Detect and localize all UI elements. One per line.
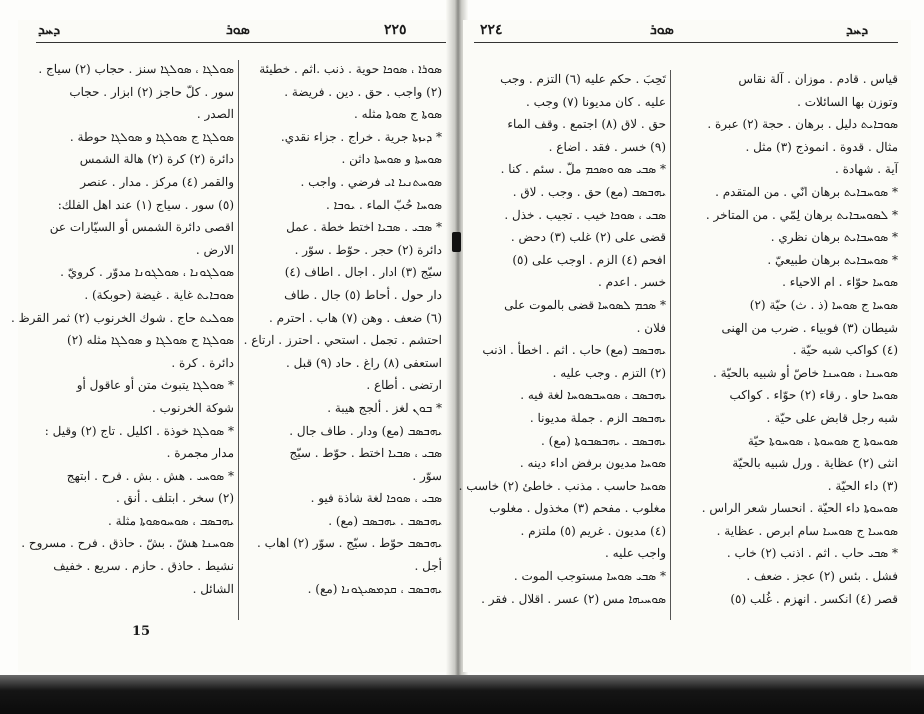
entry-line: ܣܘܚܘܬܐ ج ܣܘܚܘܬܐ ، ܣܘܚܘܬܐ حيّة: [747, 433, 898, 448]
entry-line: (٢) واجب . حق . دين . فريضة .: [284, 84, 442, 99]
entry-line: وتوزن بها السائلات .: [797, 94, 898, 109]
entry-line: دائرة (٢) كرة (٢) هالة الشمس: [79, 152, 234, 167]
entry-line: الارض .: [195, 242, 234, 257]
entry-line: ܣܘܠܓܘܢܐ ، ܣܘܠܓܘܢܐ مدوّر . كرويّ .: [60, 265, 234, 280]
entry-line: (٢) التزم . وجب عليه .: [552, 365, 666, 380]
entry-line: آية . شهادة .: [834, 162, 898, 177]
entry-line: فشل . بئس (٢) عجز . ضعف .: [746, 569, 898, 584]
entry-line: سوّر .: [412, 468, 442, 483]
left-page-folio: 15: [132, 624, 151, 639]
entry-line: الشائل .: [192, 581, 234, 596]
left-page-right-column: [242, 58, 442, 600]
right-column-divider: [670, 70, 671, 620]
entry-line: ܝܗܒܣܒ (مع) حق . وجب . لاق .: [512, 184, 666, 199]
entry-line: سور . كلّ حاجز (٢) ابزار . حجاب: [69, 84, 234, 99]
right-header-page-number: ٢٢٤: [480, 22, 503, 38]
entry-line: ܣܒܝ ، ܣܘܟܐ لغة شاذة فيو .: [310, 491, 442, 506]
entry-line: * ܣܘܚܒܐܝܬ برهان انّي . من المتقدم .: [715, 184, 898, 199]
entry-line: افحم (٤) الزم . اوجب على (٥): [512, 252, 666, 267]
entry-line: * ܣܘܚܒܐܝܬ برهان نظري .: [770, 230, 898, 245]
entry-line: * ܣܒܝ ܣܘܚܐ مستوجب الموت .: [513, 569, 666, 584]
left-header-title: ܣܘܪ: [226, 22, 250, 38]
entry-line: والقمر (٤) مركز . مدار . عنصر: [80, 174, 234, 189]
right-header-title: ܣܘܪ: [650, 22, 674, 38]
entry-line: (٤) مديون . غريم (٥) ملتزم .: [520, 523, 666, 538]
entry-line: ܣܘܠܓܐ ، ܣܘܠܓܐ سنز . حجاب (٢) سياج .: [38, 62, 234, 76]
entry-line: (٤) كواكب شبه حيّة .: [792, 343, 898, 358]
entry-line: ܝܗܒܣܒ ، ܣܘܚܘܣܘܬܐ مثلة .: [108, 513, 234, 528]
scanner-edge-shadow: [0, 675, 924, 714]
entry-line: ܝܗܒܣܒ ، ܩܕܡܣܝܓܘܢܐ (مع) .: [307, 581, 442, 596]
entry-line: ܣܘܬܐ ج ܣܘܬܐ مثله .: [354, 107, 442, 122]
entry-line: دائرة . كرة .: [171, 355, 234, 370]
entry-line: ܝܗܒܣܒ الزم . جملة مديونا .: [529, 410, 666, 425]
entry-line: ܝܗܒܣܒ . ܝܗܒܣܒܘܬܐ (مع) .: [541, 433, 666, 448]
entry-line: ܣܘܪܐ ، ܣܘܟܐ حوية . ذنب .اثم . خطيئة: [259, 62, 442, 76]
entry-line: ܣܘܚܬܢܝܐ ܐܝ فرضي . واجب .: [300, 174, 442, 189]
entry-line: (٦) ضعف . وهن (٧) هاب . احترم .: [269, 310, 442, 325]
entry-line: شيطان (٣) فوبياء . ضرب من الهنى: [721, 320, 898, 335]
entry-line: * ܣܒܝ . ܣܒܝܐ اختط خطة . عمل: [286, 220, 442, 235]
entry-line: ܣܒܝ ، ܣܒܝܐ اختط . حوّط . سيّج: [289, 446, 442, 461]
left-header-keyword: ܕܚܕ: [38, 22, 61, 38]
entry-line: * ܠܣܘܚܒܐܝܬ برهان لِمّي . من المتاخر .: [705, 207, 898, 222]
entry-line: * ܣܘܚܝ . هش . بش . فرح . ابتهج: [66, 468, 234, 483]
entry-line: أجل .: [414, 559, 442, 574]
entry-line: ܣܘܚܢܐ ، ܣܘܚܢܐ خاصّ أو شبيه بالحيّة .: [713, 365, 898, 380]
entry-line: ܣܘܠܓܐ ج ܣܘܠܓܐ و ܣܘܠܓܐ مثله (٢): [67, 333, 234, 348]
entry-line: ܣܒܝ ، ܣܘܟܐ خيب . تجيب . خذل .: [504, 207, 666, 222]
left-header-rule: [36, 42, 446, 43]
entry-line: ܝܗܒܣܒ . ܝܗܒܣܒ (مع) .: [328, 513, 442, 528]
entry-line: ܝܗܒܣܒ (مع) ودار . طاف جال .: [289, 423, 442, 438]
entry-line: قياس . قادم . موزان . آلة نقاس: [738, 72, 898, 86]
entry-line: * ܣܒܝ حاب . اثم . اذنب (٢) خاب .: [726, 546, 898, 561]
entry-line: ܣܘܚܬܐ و ܣܘܚܬܐ داثن .: [341, 152, 442, 167]
entry-line: ܝܗܒܣܒ حوّط . سيّج . سوّر (٢) اهاب .: [257, 536, 442, 551]
entry-line: استعفى (٨) راغ . حاد (٩) قبل .: [285, 355, 442, 370]
right-header-rule: [474, 42, 898, 43]
entry-line: مدار مجمرة .: [166, 446, 234, 461]
entry-line: اقصى دائرة الشمس أو السيّارات عن: [49, 220, 234, 235]
entry-line: ܣܘܠܝܬ حاج . شوك الخرنوب (٢) ثمر القرظ .: [10, 310, 234, 325]
right-page-left-column: [458, 68, 666, 610]
entry-line: ارتضى . أطاع .: [366, 378, 442, 393]
entry-line: انثى (٢) عظاية . ورل شبيه بالحيّة: [732, 456, 898, 471]
entry-line: ܝܗܒܣܒ (مع) حاب . اثم . اخطأ . اذنب: [482, 343, 666, 358]
entry-line: عليه . كان مديونا (٧) وجب .: [526, 94, 666, 109]
entry-line: ܣܘܚܘܬܐ داء الحيّة . انحسار شعر الراس .: [701, 501, 898, 516]
entry-line: قضى على (٢) غلب (٣) دحض .: [510, 230, 666, 245]
entry-line: تَحِبَ . حكم عليه (٦) التزم . وجب: [500, 72, 666, 86]
entry-line: * ܣܒܝ ܣܘ ܘܣܟܡ ملّ . سئم . كنا .: [500, 162, 666, 177]
left-column-divider: [238, 60, 239, 620]
entry-line: (٢) سخر . ابتلف . أنق .: [116, 491, 234, 506]
entry-line: ܣܘܚܐ ج ܣܘܚܐ (ذ . ث) حيّة (٢): [749, 297, 898, 312]
entry-line: واجب عليه .: [605, 546, 666, 561]
entry-line: ܝܗܒܣܒ ، ܣܘܚܒܣܘܚܐ لغة فيه .: [520, 388, 666, 403]
entry-line: ܣܘܚܢܐ هشّ . بشّ . حاذق . فرح . مسروح .: [21, 536, 234, 551]
entry-line: * ܣܘܚܒܐܝܬ برهان طبيعيّ .: [767, 252, 898, 267]
right-page-header: [478, 22, 898, 40]
entry-line: ܣܘܚܐ مديون برفض اداء دينه .: [519, 456, 666, 471]
gutter-marker: [452, 232, 461, 252]
entry-line: ܣܘܚܐ حوّاء . ام الاحياء .: [782, 275, 898, 290]
entry-line: * ܒܘܢ لغز . ألجج هيبة .: [327, 400, 442, 415]
entry-line: الصدر .: [196, 107, 234, 122]
entry-line: (٩) خسر . فقد . اضاع .: [548, 139, 666, 154]
entry-line: خسر . اعدم .: [597, 275, 666, 290]
left-page-left-column: [10, 58, 234, 600]
entry-line: مثال . قدوة . انموذج (٣) مثل .: [745, 139, 898, 154]
entry-line: دائرة (٢) حجر . حوّط . سوّر .: [294, 242, 442, 257]
entry-line: (٣) داء الحيّة .: [827, 478, 898, 493]
left-header-page-number: ٢٢٥: [384, 22, 407, 38]
entry-line: * ܕܝܙܬܐ جرية . خراج . جزاء نقدي.: [280, 129, 442, 144]
entry-line: قصر (٤) انكسر . انهزم . غُلب (٥): [730, 591, 898, 606]
entry-line: نشيط . حاذق . حازم . سريع . خفيف: [53, 559, 234, 574]
left-page-header: [38, 22, 438, 40]
entry-line: فلان .: [636, 320, 666, 335]
entry-line: شبه رجل قابض على حيّة .: [766, 410, 898, 425]
entry-line: ܣܘܠܓܐ ج ܣܘܠܓܐ و ܣܘܠܓܐ حوطة .: [69, 129, 234, 144]
entry-line: احتشم . تجمل . استحي . احترز . ارتاع .: [243, 333, 442, 348]
entry-line: دار حول . أحاط (٥) جال . طاف: [284, 287, 442, 302]
entry-line: * ܣܘܠܓܐ يتبوث متن أو عاقول أو: [76, 378, 234, 393]
entry-line: (٥) سور . سياج (١) عند اهل الفلك:: [57, 197, 234, 212]
entry-line: * ܣܘܠܓܐ خوذة . اكليل . تاج (٢) وقيل :: [44, 423, 234, 438]
entry-line: * ܣܟܡ ܠܣܘܚܐ قضى بالموت على: [504, 297, 666, 312]
right-page-right-column: [676, 68, 898, 610]
entry-line: ܣܘܚܝܐ ج ܣܘܚܝܐ سام ابرص . عظاية .: [716, 523, 898, 538]
entry-line: ܣܘܒܐܝܬ دليل . برهان . حجة (٢) عبرة .: [707, 117, 898, 132]
entry-line: ܣܘܚܐ حُبّ الماء . ܝܘܒܐ .: [325, 197, 442, 212]
entry-line: سيّج (٣) ادار . اجال . اطاف (٤): [284, 265, 442, 280]
entry-line: ܣܘܚܐ حاسب . مذنب . خاطئ (٢) خاسب .: [458, 478, 666, 493]
entry-line: ܣܘܚܝܗܐ مس (٢) عسر . اقلال . فقر .: [481, 591, 666, 606]
entry-line: ܣܘܒܐܝܬ غاية . غيضة (حوبكة) .: [84, 287, 234, 302]
right-header-keyword: ܕܚܕ: [846, 22, 869, 38]
entry-line: حق . لاق (٨) اجتمع . وقف الماء: [507, 117, 666, 132]
entry-line: مغلوب . مفحم (٣) مخذول . مغلوب: [489, 501, 666, 516]
entry-line: ܣܘܚܐ حاو . رقاء (٢) حوّاء . كواكب: [729, 388, 898, 403]
entry-line: شوكة الخرنوب .: [151, 400, 234, 415]
